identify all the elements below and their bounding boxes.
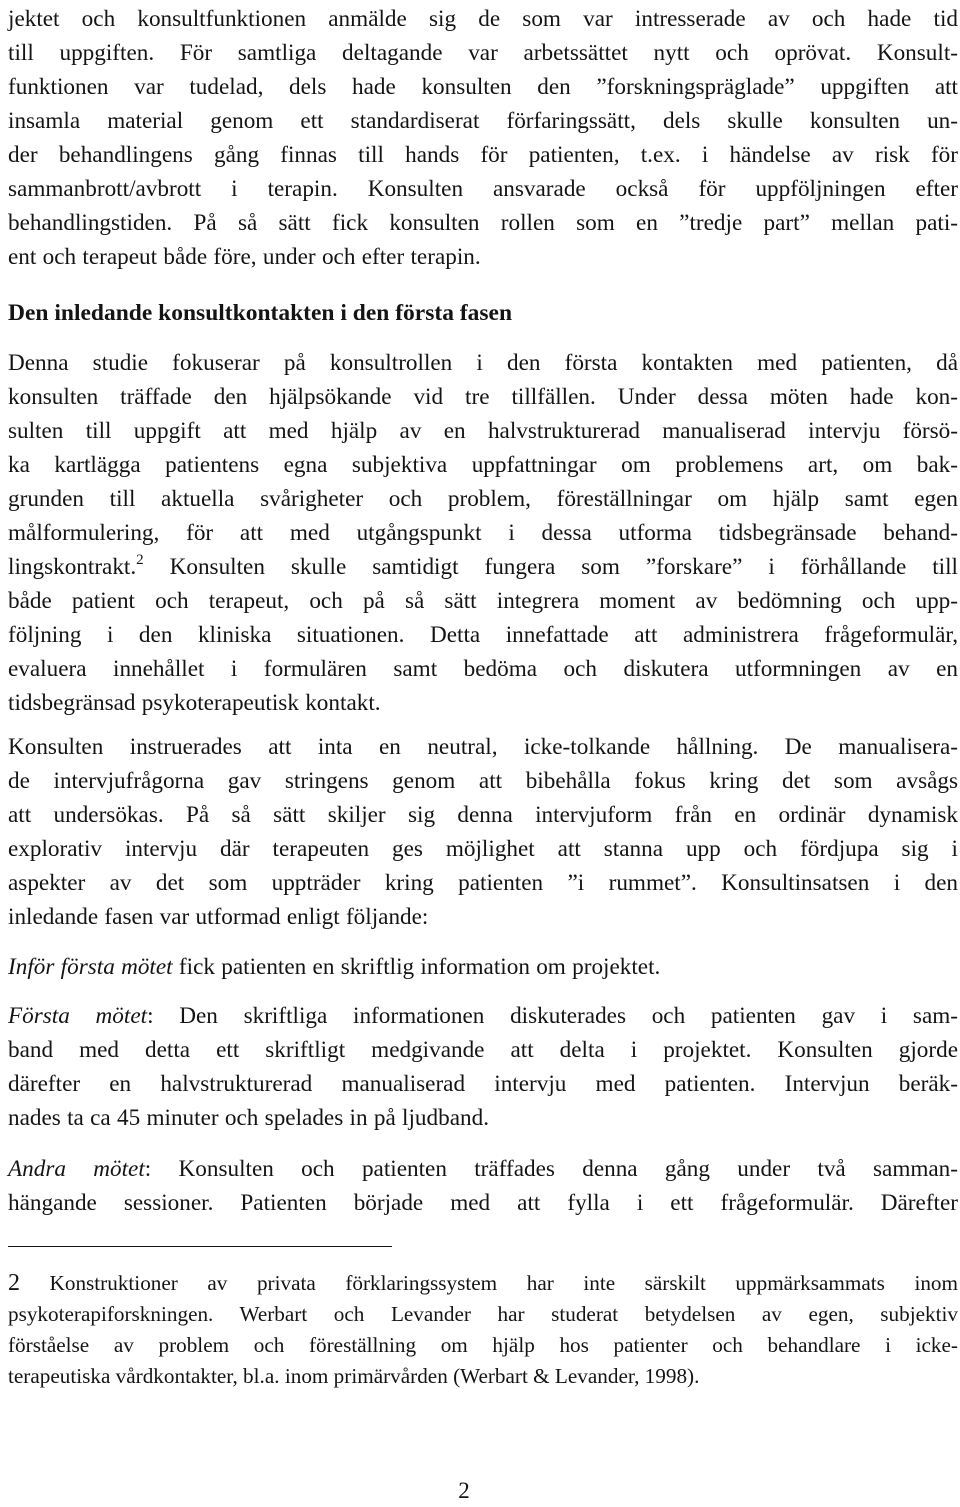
text-fragment: Konsulten skulle samtidigt fungera som ”forskare” i förhållande till xyxy=(143,554,958,580)
text-line: inledande fasen var utformad enligt följande: xyxy=(8,904,429,930)
text-line: konsulten träffade den hjälpsökande vid tre tillfällen. Under dessa möten hade kon- xyxy=(8,384,958,410)
text-line: explorativ intervju där terapeuten ges möjlighet att stanna upp och fördjupa sig i xyxy=(8,836,958,862)
text-line xyxy=(8,550,958,584)
text-line: följning i den kliniska situationen. Detta innefattade att administrera frågeformulär, xyxy=(8,622,958,648)
footnote xyxy=(8,1268,958,1392)
italic-label: Första mötet xyxy=(8,1003,148,1029)
footnote-number: 2 xyxy=(8,1270,20,1296)
text-line xyxy=(8,1268,958,1299)
text-line: band med detta ett skriftligt medgivande att delta i projektet. Konsulten gjorde xyxy=(8,1037,958,1063)
text-line: jektet och konsultfunktionen anmälde sig de som var intresserade av och hade tid xyxy=(8,6,958,32)
text-fragment: lingskontrakt. xyxy=(8,554,137,580)
text-line: Konsulten instruerades att inta en neutral, icke-tolkande hållning. De manualisera- xyxy=(8,734,958,760)
text-line: tidsbegränsad psykoterapeutisk kontakt. xyxy=(8,690,381,716)
text-line: ka kartlägga patientens egna subjektiva uppfattningar om problemens art, om bak- xyxy=(8,452,958,478)
text-line: att undersökas. På så sätt skiljer sig denna intervjuform från en ordinär dynamisk xyxy=(8,802,958,828)
text-line: sammanbrott/avbrott i terapin. Konsulten ansvarade också för uppföljningen efter xyxy=(8,176,958,202)
paragraph-neutral-stance xyxy=(8,730,958,934)
intro-paragraph xyxy=(8,2,958,274)
text-line: funktionen var tudelad, dels hade konsulten den ”forskningspräglade” uppgiften att xyxy=(8,74,958,100)
paragraph-consult-role xyxy=(8,346,958,720)
text-line: både patient och terapeut, och på så sätt integrera moment av bedömning och upp- xyxy=(8,588,958,614)
paragraph-first-meeting xyxy=(8,999,958,1135)
italic-label: Andra mötet xyxy=(8,1156,145,1182)
text-line: behandlingstiden. På så sätt fick konsulten rollen som en ”tredje part” mellan pati- xyxy=(8,210,958,236)
text-line: Denna studie fokuserar på konsultrollen i den första kontakten med patienten, då xyxy=(8,350,958,376)
footnote-reference[interactable]: 2 xyxy=(136,552,144,568)
paragraph-before-first-meeting xyxy=(8,950,958,984)
text-line xyxy=(8,1152,958,1186)
text-line: hängande sessioner. Patienten började med att fylla i ett frågeformulär. Därefter xyxy=(8,1190,958,1216)
text-line: målformulering, för att med utgångspunkt i dessa utforma tidsbegränsade behand- xyxy=(8,520,958,546)
text-line: förståelse av problem och föreställning om hjälp hos patienter och behandlare i icke- xyxy=(8,1333,958,1357)
text-line: ent och terapeut både före, under och efter terapin. xyxy=(8,244,481,270)
text-line: aspekter av det som uppträder kring patienten ”i rummet”. Konsultinsatsen i den xyxy=(8,870,958,896)
page-number: 2 xyxy=(458,1478,470,1503)
text-fragment: : Konsulten och patienten träffades denna gång under två samman- xyxy=(144,1156,958,1182)
text-line: sulten till uppgift att med hjälp av en halvstrukturerad manualiserad intervju försö- xyxy=(8,418,958,444)
text-line: evaluera innehållet i formulären samt bedöma och diskutera utformningen av en xyxy=(8,656,958,682)
text-line: grunden till aktuella svårigheter och problem, föreställningar om hjälp samt egen xyxy=(8,486,958,512)
text-fragment: : Den skriftliga informationen diskuterades och patienten gav i sam- xyxy=(147,1003,958,1029)
footnote-separator xyxy=(8,1246,392,1247)
text-line: nades ta ca 45 minuter och spelades in på ljudband. xyxy=(8,1105,489,1131)
text-line: insamla material genom ett standardiserat förfaringssätt, dels skulle konsulten un- xyxy=(8,108,958,134)
text-line: psykoterapiforskningen. Werbart och Levander har studerat betydelsen av egen, subjektiv xyxy=(8,1302,958,1326)
text-line: till uppgiften. För samtliga deltagande var arbetssättet nytt och oprövat. Konsult- xyxy=(8,40,958,66)
section-heading: Den inledande konsultkontakten i den första fasen xyxy=(8,300,513,326)
text-line: därefter en halvstrukturerad manualiserad intervju med patienten. Intervjun beräk- xyxy=(8,1071,958,1097)
text-fragment: fick patienten en skriftlig information om projektet. xyxy=(172,954,661,980)
text-line: terapeutiska vårdkontakter, bl.a. inom primärvården (Werbart & Levander, 1998). xyxy=(8,1364,700,1388)
text-line: der behandlingens gång finnas till hands för patienten, t.ex. i händelse av risk för xyxy=(8,142,958,168)
text-line xyxy=(8,950,958,984)
paragraph-second-meeting xyxy=(8,1152,958,1220)
text-line: de intervjufrågorna gav stringens genom att bibehålla fokus kring det som avsågs xyxy=(8,768,958,794)
italic-label: Inför första mötet xyxy=(8,954,173,980)
text-line xyxy=(8,999,958,1033)
text-fragment: Konstruktioner av privata förklaringssystem har inte särskilt uppmärksammats inom xyxy=(20,1271,958,1295)
